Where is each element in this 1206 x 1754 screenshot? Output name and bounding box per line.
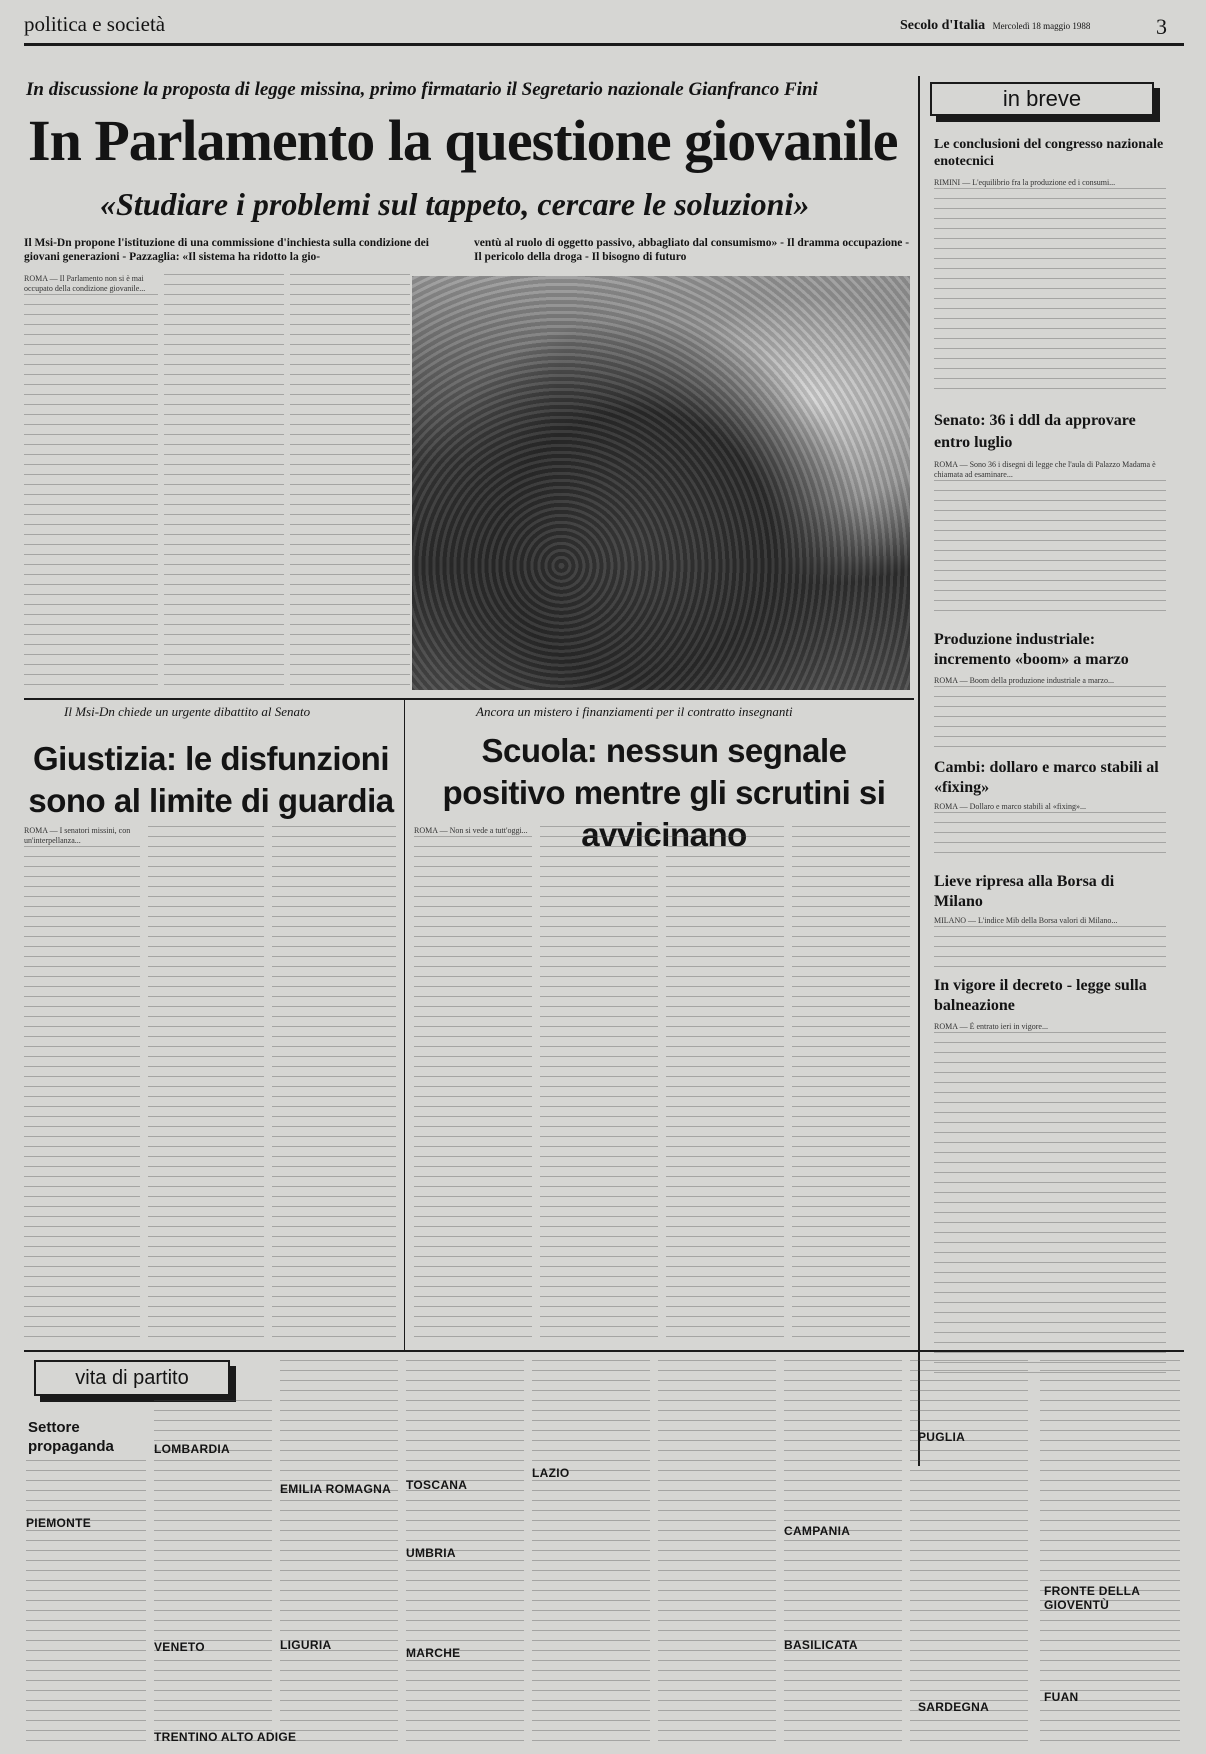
region-heading: MARCHE: [406, 1646, 461, 1660]
in-breve-box: [930, 82, 1154, 116]
lead-bottom-rule: [24, 698, 914, 700]
brief-title: Le conclusioni del congresso nazionale enotecnici: [934, 137, 1164, 169]
scuola-body-col-2: [540, 826, 658, 1346]
lead-kicker: In discussione la proposta di legge missina, primo firmatario il Segretario nazionale Gianfranco Fini: [26, 79, 818, 100]
giustizia-kicker: Il Msi-Dn chiede un urgente dibattito al Senato: [64, 704, 311, 719]
scuola-body-col-3: [666, 826, 784, 1346]
region-heading: TRENTINO ALTO ADIGE: [154, 1730, 297, 1744]
giustizia-title: Giustizia: le disfunzioni sono al limite di guardia: [28, 740, 394, 819]
section-label: politica e società: [24, 12, 166, 36]
party-top-rule: [24, 1350, 1184, 1352]
brief-body: MILANO — L'indice Mib della Borsa valori di Milano...: [934, 916, 1166, 976]
region-heading: SARDEGNA: [918, 1700, 990, 1714]
brief-body: ROMA — Sono 36 i disegni di legge che l'aula di Palazzo Madama è chiamata ad esaminare...: [934, 460, 1166, 620]
lead-body-text: [290, 274, 410, 692]
scuola-body-col-1: ROMA — Non si vede a tutt'oggi...: [414, 826, 532, 1346]
region-heading: FRONTE DELLA GIOVENTÙ: [1044, 1584, 1140, 1612]
column-divider: [404, 700, 405, 1350]
giustizia-body-col-3: [272, 826, 396, 1346]
region-heading: LAZIO: [532, 1466, 570, 1480]
region-heading: CAMPANIA: [784, 1524, 851, 1538]
lead-subtitle: «Studiare i problemi sul tappeto, cercare le soluzioni»: [100, 186, 810, 222]
party-col-8: [910, 1360, 1028, 1750]
party-col-3: [280, 1360, 398, 1750]
issue-date: Mercoledì 18 maggio 1988: [992, 21, 1091, 31]
brief-title: Produzione industriale: incremento «boom» a marzo: [934, 631, 1129, 668]
region-heading: EMILIA ROMAGNA: [280, 1482, 392, 1496]
scuola-title: Scuola: nessun segnale positivo mentre gli scrutini si avvicinano: [442, 732, 886, 853]
newspaper-name: Secolo d'Italia: [900, 18, 986, 33]
lead-body-text: [24, 294, 158, 692]
region-heading: LIGURIA: [280, 1638, 332, 1652]
brief-body: ROMA — Boom della produzione industriale a marzo...: [934, 676, 1166, 756]
region-heading: PIEMONTE: [26, 1516, 92, 1530]
region-heading: UMBRIA: [406, 1546, 456, 1560]
masthead: [900, 18, 1090, 34]
page-number: 3: [1156, 14, 1167, 39]
vita-di-partito-box: [34, 1360, 230, 1396]
party-col-1: [26, 1460, 146, 1750]
lead-title: In Parlamento la questione giovanile: [28, 108, 898, 173]
party-col-5: [532, 1360, 650, 1750]
giustizia-body-col-1: ROMA — I senatori missini, con un'interpellanza...: [24, 826, 140, 1346]
region-heading: VENETO: [154, 1640, 205, 1654]
region-heading: LOMBARDIA: [154, 1442, 231, 1456]
lead-body-start: ROMA — Il Parlamento non si è mai occupato della condizione giovanile...: [24, 274, 146, 293]
brief-body: RIMINI — L'equilibrio fra la produzione ed i consumi...: [934, 178, 1166, 398]
brief-title: In vigore il decreto - legge sulla balneazione: [934, 977, 1147, 1014]
scuola-kicker: Ancora un mistero i finanziamenti per il contratto insegnanti: [476, 704, 793, 719]
brief-body: ROMA — È entrato ieri in vigore...: [934, 1022, 1166, 1382]
in-breve-label: in breve: [1002, 86, 1082, 111]
brief-title: Cambi: dollaro e marco stabili al «fixing»: [934, 759, 1159, 796]
brief-title: Lieve ripresa alla Borsa di Milano: [934, 873, 1115, 910]
giustizia-body-col-2: [148, 826, 264, 1346]
region-heading: BASILICATA: [784, 1638, 858, 1652]
region-heading: PUGLIA: [918, 1430, 966, 1444]
header-rule: [24, 43, 1184, 46]
brief-body: ROMA — Dollaro e marco stabili al «fixing»...: [934, 802, 1166, 862]
region-heading: FUAN: [1044, 1690, 1079, 1704]
vita-di-partito-label: vita di partito: [75, 1367, 189, 1389]
region-heading: TOSCANA: [406, 1478, 468, 1492]
brief-title: Senato: 36 i ddl da approvare entro luglio: [934, 412, 1136, 451]
lead-body-col-1: [24, 274, 158, 692]
sidebar-left-rule: [918, 76, 920, 1466]
lead-body-text: [164, 274, 284, 692]
lead-body-col-3: [290, 274, 410, 692]
lead-summary-right: ventù al ruolo di oggetto passivo, abbagliato dal consumismo» - Il dramma occupazione - Il pericolo della droga - Il bisogno di futuro: [474, 237, 910, 263]
party-col-6: [658, 1360, 776, 1750]
party-col-7: [784, 1360, 902, 1750]
scuola-body-col-4: [792, 826, 910, 1346]
lead-photo: [412, 276, 910, 690]
party-subhead: Settore propaganda: [28, 1419, 114, 1455]
lead-body-col-2: [164, 274, 284, 692]
lead-summary-left: Il Msi-Dn propone l'istituzione di una commissione d'inchiesta sulla condizione dei giovani generazioni - Pazzaglia: «Il sistema ha ridotto la gio-: [24, 237, 429, 263]
